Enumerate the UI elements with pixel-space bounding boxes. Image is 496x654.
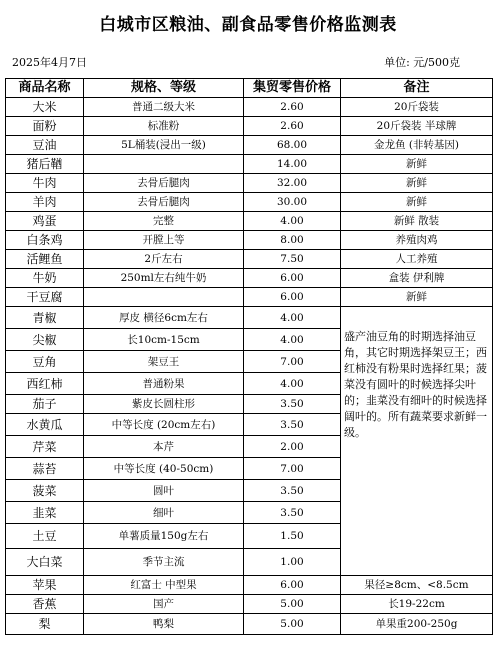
spec-cell: 去骨后腿肉 [84,193,244,212]
price-cell: 4.00 [244,212,341,231]
spec-cell: 中等长度 (20cm左右) [84,414,244,436]
note-cell: 新鲜 [341,193,493,212]
price-cell: 5.00 [244,614,341,635]
table-row [6,595,493,614]
note-cell: 新鲜 散装 [341,212,493,231]
table-row [6,614,493,635]
price-cell: 30.00 [244,193,341,212]
spec-cell: 2斤左右 [84,250,244,269]
spec-cell: 紫皮长圆柱形 [84,395,244,414]
item-name-cell: 菠菜 [6,480,84,502]
item-name-cell: 蒜苔 [6,458,84,480]
item-name-cell: 牛肉 [6,174,84,193]
price-cell: 1.00 [244,549,341,576]
table-header-row [6,79,493,98]
table-row [6,250,493,269]
table-row [6,307,493,329]
item-name-cell: 牛奶 [6,269,84,288]
price-cell: 6.00 [244,288,341,307]
item-name-cell: 西红柿 [6,373,84,395]
spec-cell: 厚皮 横径6cm左右 [84,307,244,329]
item-name-cell: 芹菜 [6,436,84,458]
table-row [6,98,493,117]
item-name-cell: 猪后鞧 [6,155,84,174]
item-name-cell: 苹果 [6,576,84,595]
spec-cell: 国产 [84,595,244,614]
price-cell: 2.60 [244,98,341,117]
note-cell: 金龙鱼 (非转基因) [341,136,493,155]
spec-cell: 普通粉果 [84,373,244,395]
table-row [6,288,493,307]
item-name-cell: 羊肉 [6,193,84,212]
price-cell: 1.50 [244,524,341,549]
header-spec: 规格、等级 [84,79,244,98]
page-title: 白城市区粮油、副食品零售价格监测表 [99,15,397,35]
item-name-cell: 鸡蛋 [6,212,84,231]
vegetable-note-cell [341,307,493,576]
item-name-cell: 面粉 [6,117,84,136]
table-row [6,174,493,193]
note-cell: 新鲜 [341,174,493,193]
spec-cell: 5L桶装(浸出一级) [84,136,244,155]
header-item-name: 商品名称 [6,79,84,98]
vegetable-note-text: 盛产油豆角的时期选择油豆角，其它时期选择架豆王；西红柿没有粉果时选择红果；菠菜没有圆叶的时候选择尖叶的；韭菜没有细叶的时候选择阔叶的。所有蔬菜要求新鲜一级。 [344,330,487,439]
spec-cell: 中等长度 (40-50cm) [84,458,244,480]
note-cell: 盒装 伊利牌 [341,269,493,288]
spec-cell: 本芹 [84,436,244,458]
item-name-cell: 干豆腐 [6,288,84,307]
spec-cell: 单薯质量150g左右 [84,524,244,549]
price-cell: 2.00 [244,436,341,458]
price-cell: 4.00 [244,373,341,395]
price-table [5,78,493,635]
spec-cell [84,155,244,174]
table-body [6,98,493,635]
item-name-cell: 大米 [6,98,84,117]
item-name-cell: 韭菜 [6,502,84,524]
price-cell: 7.00 [244,458,341,480]
table-row [6,269,493,288]
table-row [6,231,493,250]
note-cell: 养殖肉鸡 [341,231,493,250]
price-cell: 5.00 [244,595,341,614]
price-cell: 3.50 [244,480,341,502]
note-cell: 20斤袋装 [341,98,493,117]
spec-cell: 鸭梨 [84,614,244,635]
note-cell: 人工养殖 [341,250,493,269]
item-name-cell: 尖椒 [6,329,84,351]
item-name-cell: 豆油 [6,136,84,155]
price-cell: 14.00 [244,155,341,174]
item-name-cell: 大白菜 [6,549,84,576]
item-name-cell: 青椒 [6,307,84,329]
header-price: 集贸零售价格 [244,79,341,98]
report-date: 2025年4月7日 [12,56,87,69]
table-row [6,576,493,595]
table-row [6,136,493,155]
spec-cell: 标准粉 [84,117,244,136]
spec-cell: 细叶 [84,502,244,524]
price-cell: 3.50 [244,414,341,436]
price-cell: 6.00 [244,576,341,595]
price-cell: 7.50 [244,250,341,269]
item-name-cell: 豆角 [6,351,84,373]
spec-cell: 红富士 中型果 [84,576,244,595]
price-cell: 2.60 [244,117,341,136]
item-name-cell: 土豆 [6,524,84,549]
item-name-cell: 梨 [6,614,84,635]
item-name-cell: 水黄瓜 [6,414,84,436]
spec-cell: 季节主流 [84,549,244,576]
note-cell: 果径≥8cm、<8.5cm [341,576,493,595]
spec-cell: 开膛上等 [84,231,244,250]
note-cell: 20斤袋装 半球牌 [341,117,493,136]
item-name-cell: 活鲤鱼 [6,250,84,269]
header-note: 备注 [341,79,493,98]
price-cell: 4.00 [244,329,341,351]
table-row [6,212,493,231]
spec-cell: 250ml左右纯牛奶 [84,269,244,288]
price-cell: 32.00 [244,174,341,193]
price-unit: 单位: 元/500克 [384,56,460,69]
spec-cell: 圆叶 [84,480,244,502]
spec-cell: 完整 [84,212,244,231]
spec-cell: 长10cm-15cm [84,329,244,351]
table-row [6,155,493,174]
price-cell: 3.50 [244,395,341,414]
table-row [6,193,493,212]
price-cell: 68.00 [244,136,341,155]
note-cell: 新鲜 [341,288,493,307]
price-cell: 6.00 [244,269,341,288]
price-cell: 4.00 [244,307,341,329]
price-cell: 3.50 [244,502,341,524]
spec-cell: 架豆王 [84,351,244,373]
note-cell: 长19-22cm [341,595,493,614]
spec-cell: 去骨后腿肉 [84,174,244,193]
note-cell: 新鲜 [341,155,493,174]
item-name-cell: 白条鸡 [6,231,84,250]
note-cell: 单果重200-250g [341,614,493,635]
price-cell: 8.00 [244,231,341,250]
price-cell: 7.00 [244,351,341,373]
table-row [6,117,493,136]
spec-cell: 普通二级大米 [84,98,244,117]
item-name-cell: 香蕉 [6,595,84,614]
spec-cell [84,288,244,307]
item-name-cell: 茄子 [6,395,84,414]
